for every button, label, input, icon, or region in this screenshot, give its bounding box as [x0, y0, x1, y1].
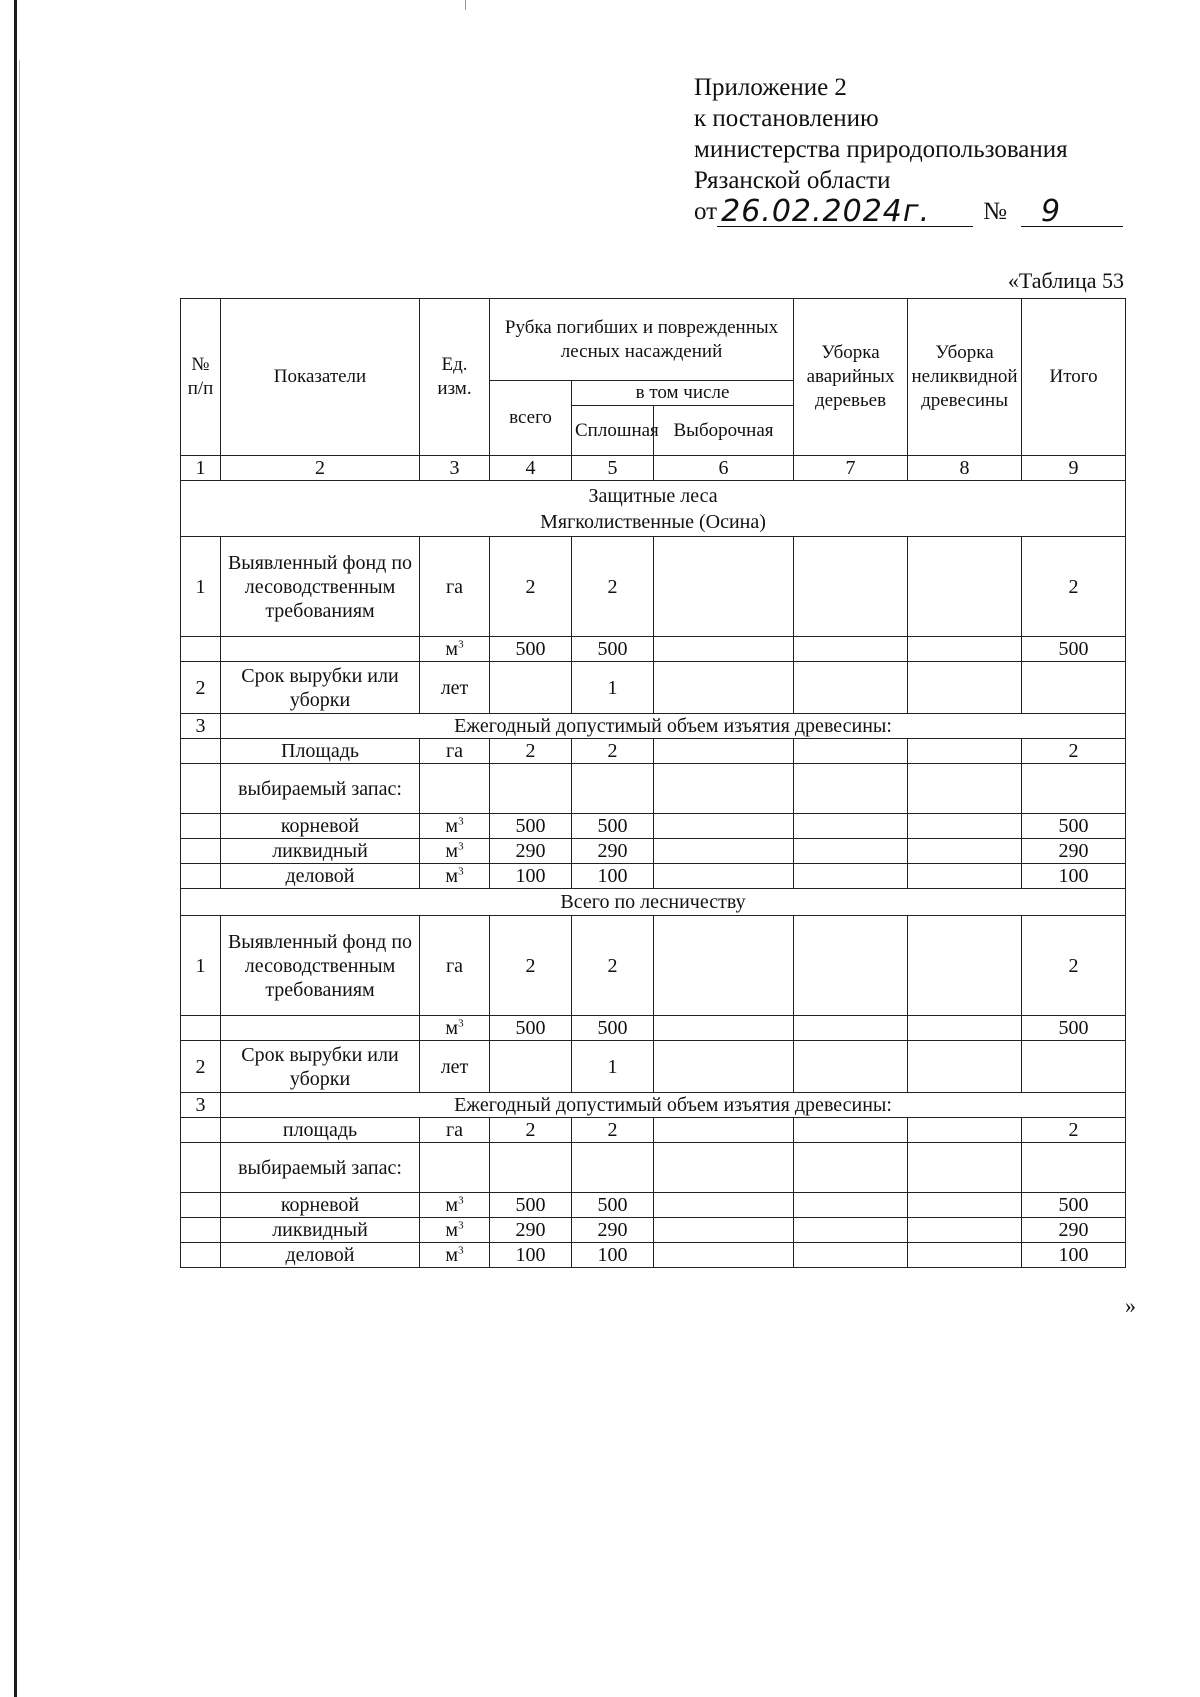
appendix-title: Приложение 2: [694, 74, 847, 101]
value-illiquid: [908, 739, 1022, 764]
value-sum: 2: [1022, 739, 1126, 764]
appendix-line: к постановлению: [694, 105, 879, 132]
unit-cell: [420, 1218, 490, 1243]
column-number: 3: [420, 456, 490, 481]
column-number: 6: [654, 456, 794, 481]
value-illiquid: [908, 1193, 1022, 1218]
table-row: [181, 662, 1126, 714]
unit-text: м: [445, 865, 459, 887]
unit-superscript: 3: [458, 815, 464, 828]
col-header-unit: Ед. изм.: [420, 299, 490, 456]
value-total: [490, 662, 572, 714]
unit-superscript: 3: [458, 1219, 464, 1232]
value-total: [490, 764, 572, 814]
scan-mark: [465, 0, 466, 10]
column-number: 5: [572, 456, 654, 481]
date-prefix: от: [694, 198, 718, 225]
value-emergency: [794, 537, 908, 637]
indicator-label: выбираемый запас:: [221, 1143, 420, 1193]
value-total: 500: [490, 1016, 572, 1041]
value-total: 290: [490, 1218, 572, 1243]
value-illiquid: [908, 537, 1022, 637]
value-clear: 2: [572, 739, 654, 764]
indicator-label: корневой: [221, 814, 420, 839]
value-total: 500: [490, 1193, 572, 1218]
value-emergency: [794, 662, 908, 714]
value-clear: 290: [572, 839, 654, 864]
value-emergency: [794, 839, 908, 864]
value-sum: 500: [1022, 814, 1126, 839]
value-selective: [654, 764, 794, 814]
indicator-label: Выявленный фонд по лесоводственным требованиям: [221, 537, 420, 637]
unit-text: м: [445, 815, 459, 837]
column-number: 7: [794, 456, 908, 481]
row-number: [181, 1016, 221, 1041]
column-number: 9: [1022, 456, 1126, 481]
col-header-felling: Рубка погибших и поврежденных лесных насаждений: [490, 299, 794, 381]
value-sum: 290: [1022, 839, 1126, 864]
scan-edge-shadow: [19, 60, 20, 1560]
table-row: [181, 1093, 1126, 1118]
subsection-label: Ежегодный допустимый объем изъятия древесины:: [221, 1093, 1126, 1118]
value-sum: 2: [1022, 1118, 1126, 1143]
value-emergency: [794, 1193, 908, 1218]
appendix-header: [694, 72, 1164, 227]
indicator-label: выбираемый запас:: [221, 764, 420, 814]
value-emergency: [794, 637, 908, 662]
indicator-label: Площадь: [221, 739, 420, 764]
value-selective: [654, 662, 794, 714]
value-emergency: [794, 814, 908, 839]
table-row: [181, 839, 1126, 864]
row-number: 2: [181, 1041, 221, 1093]
decree-date-line: [694, 196, 1164, 227]
col-header-clear: Сплошная: [572, 406, 654, 456]
table-row: [181, 1193, 1126, 1218]
value-illiquid: [908, 864, 1022, 889]
section-subtitle: Мягколиственные (Осина): [540, 510, 766, 533]
value-clear: 500: [572, 637, 654, 662]
value-total: 2: [490, 739, 572, 764]
unit-superscript: 3: [458, 1194, 464, 1207]
indicator-label: Срок вырубки или уборки: [221, 1041, 420, 1093]
table-row: [181, 537, 1126, 637]
col-header-total: всего: [490, 381, 572, 456]
unit-cell: га: [420, 537, 490, 637]
value-emergency: [794, 864, 908, 889]
value-emergency: [794, 1243, 908, 1268]
unit-text: м: [445, 1017, 459, 1039]
row-number: [181, 814, 221, 839]
value-sum: 500: [1022, 637, 1126, 662]
value-sum: 2: [1022, 916, 1126, 1016]
row-number: [181, 1143, 221, 1193]
column-number-row: [181, 456, 1126, 481]
value-sum: [1022, 662, 1126, 714]
value-total: 500: [490, 814, 572, 839]
section-title: Защитные леса: [588, 484, 718, 507]
scan-edge: [14, 0, 17, 1697]
unit-text: м: [445, 1194, 459, 1216]
appendix-line: министерства природопользования: [694, 136, 1068, 163]
value-selective: [654, 1193, 794, 1218]
row-number: 1: [181, 916, 221, 1016]
unit-cell: [420, 1193, 490, 1218]
value-sum: 500: [1022, 1016, 1126, 1041]
row-number: [181, 1218, 221, 1243]
value-clear: 100: [572, 864, 654, 889]
value-total: 2: [490, 1118, 572, 1143]
value-total: [490, 1041, 572, 1093]
value-selective: [654, 916, 794, 1016]
value-clear: 500: [572, 814, 654, 839]
unit-superscript: 3: [458, 865, 464, 878]
value-selective: [654, 739, 794, 764]
col-header-including: в том числе: [572, 381, 794, 406]
row-number: 2: [181, 662, 221, 714]
value-sum: [1022, 1041, 1126, 1093]
table-row: [181, 864, 1126, 889]
column-number: 1: [181, 456, 221, 481]
value-total: 290: [490, 839, 572, 864]
value-emergency: [794, 739, 908, 764]
value-illiquid: [908, 637, 1022, 662]
value-clear: 2: [572, 916, 654, 1016]
value-selective: [654, 637, 794, 662]
value-clear: 100: [572, 1243, 654, 1268]
row-number: [181, 637, 221, 662]
value-total: 2: [490, 537, 572, 637]
unit-cell: [420, 1016, 490, 1041]
value-total: [490, 1143, 572, 1193]
forest-felling-table: [180, 298, 1126, 1268]
unit-cell: лет: [420, 662, 490, 714]
table-row: [181, 1041, 1126, 1093]
value-emergency: [794, 1143, 908, 1193]
value-illiquid: [908, 814, 1022, 839]
indicator-label: деловой: [221, 1243, 420, 1268]
value-selective: [654, 1118, 794, 1143]
value-illiquid: [908, 662, 1022, 714]
unit-superscript: 3: [458, 840, 464, 853]
table-row: [181, 1016, 1126, 1041]
value-emergency: [794, 1041, 908, 1093]
value-illiquid: [908, 1041, 1022, 1093]
value-total: 500: [490, 637, 572, 662]
unit-cell: [420, 637, 490, 662]
value-illiquid: [908, 1143, 1022, 1193]
unit-cell: га: [420, 739, 490, 764]
value-clear: 2: [572, 1118, 654, 1143]
value-selective: [654, 814, 794, 839]
indicator-label: Срок вырубки или уборки: [221, 662, 420, 714]
table-row: [181, 1218, 1126, 1243]
value-illiquid: [908, 1243, 1022, 1268]
value-total: 100: [490, 1243, 572, 1268]
indicator-label: [221, 1016, 420, 1041]
value-selective: [654, 864, 794, 889]
value-total: 100: [490, 864, 572, 889]
unit-cell: лет: [420, 1041, 490, 1093]
unit-superscript: 3: [458, 1244, 464, 1257]
value-clear: 1: [572, 662, 654, 714]
row-number: [181, 864, 221, 889]
value-selective: [654, 1218, 794, 1243]
value-sum: 290: [1022, 1218, 1126, 1243]
value-sum: 500: [1022, 1193, 1126, 1218]
unit-text: м: [445, 638, 459, 660]
row-number: 3: [181, 1093, 221, 1118]
column-number: 8: [908, 456, 1022, 481]
table-row: [181, 714, 1126, 739]
unit-text: м: [445, 1244, 459, 1266]
handwritten-number: 9: [1021, 198, 1123, 227]
unit-cell: [420, 1243, 490, 1268]
value-sum: 100: [1022, 1243, 1126, 1268]
indicator-label: ликвидный: [221, 1218, 420, 1243]
value-total: 2: [490, 916, 572, 1016]
value-selective: [654, 839, 794, 864]
row-number: 3: [181, 714, 221, 739]
table-row: [181, 637, 1126, 662]
value-clear: 500: [572, 1016, 654, 1041]
indicator-label: ликвидный: [221, 839, 420, 864]
row-number: [181, 1243, 221, 1268]
value-clear: 290: [572, 1218, 654, 1243]
section-heading-row: [181, 889, 1126, 916]
table-row: [181, 739, 1126, 764]
value-emergency: [794, 916, 908, 1016]
value-illiquid: [908, 916, 1022, 1016]
value-illiquid: [908, 1218, 1022, 1243]
value-selective: [654, 537, 794, 637]
col-header-sum: Итого: [1022, 299, 1126, 456]
table-row: [181, 764, 1126, 814]
row-number: 1: [181, 537, 221, 637]
table-row: [181, 916, 1126, 1016]
table-row: [181, 1243, 1126, 1268]
unit-superscript: 3: [458, 638, 464, 651]
value-illiquid: [908, 1016, 1022, 1041]
indicator-label: корневой: [221, 1193, 420, 1218]
table-row: [181, 1143, 1126, 1193]
value-selective: [654, 1041, 794, 1093]
table-caption: «Таблица 53: [1007, 268, 1124, 293]
section-heading: [181, 481, 1126, 537]
column-number: 2: [221, 456, 420, 481]
col-header-selective: Выборочная: [654, 406, 794, 456]
unit-text: м: [445, 840, 459, 862]
unit-cell: [420, 839, 490, 864]
value-emergency: [794, 1118, 908, 1143]
value-selective: [654, 1143, 794, 1193]
section-heading-row: [181, 481, 1126, 537]
unit-cell: [420, 814, 490, 839]
number-label: №: [983, 198, 1007, 225]
value-selective: [654, 1243, 794, 1268]
value-emergency: [794, 1016, 908, 1041]
value-clear: 500: [572, 1193, 654, 1218]
col-header-emergency: Уборка аварийных деревьев: [794, 299, 908, 456]
value-illiquid: [908, 839, 1022, 864]
indicator-label: деловой: [221, 864, 420, 889]
value-clear: 1: [572, 1041, 654, 1093]
value-sum: [1022, 764, 1126, 814]
value-clear: 2: [572, 537, 654, 637]
handwritten-date: 26.02.2024г.: [717, 198, 973, 227]
row-number: [181, 739, 221, 764]
unit-cell: [420, 1143, 490, 1193]
unit-text: м: [445, 1219, 459, 1241]
row-number: [181, 839, 221, 864]
closing-quote: »: [1125, 1293, 1136, 1318]
row-number: [181, 1118, 221, 1143]
value-sum: 100: [1022, 864, 1126, 889]
indicator-label: Выявленный фонд по лесоводственным требованиям: [221, 916, 420, 1016]
table-row: [181, 814, 1126, 839]
indicator-label: [221, 637, 420, 662]
row-number: [181, 764, 221, 814]
unit-superscript: 3: [458, 1017, 464, 1030]
value-sum: [1022, 1143, 1126, 1193]
row-number: [181, 1193, 221, 1218]
unit-cell: [420, 864, 490, 889]
unit-cell: га: [420, 1118, 490, 1143]
subsection-label: Ежегодный допустимый объем изъятия древесины:: [221, 714, 1126, 739]
value-selective: [654, 1016, 794, 1041]
value-clear: [572, 764, 654, 814]
col-header-illiquid: Уборка неликвидной древесины: [908, 299, 1022, 456]
value-emergency: [794, 1218, 908, 1243]
col-header-indicators: Показатели: [221, 299, 420, 456]
unit-cell: га: [420, 916, 490, 1016]
value-illiquid: [908, 764, 1022, 814]
appendix-line: Рязанской области: [694, 167, 891, 194]
col-header-num: № п/п: [181, 299, 221, 456]
unit-cell: [420, 764, 490, 814]
column-number: 4: [490, 456, 572, 481]
table-row: [181, 1118, 1126, 1143]
section-title: Всего по лесничеству: [181, 889, 1126, 916]
value-illiquid: [908, 1118, 1022, 1143]
value-sum: 2: [1022, 537, 1126, 637]
value-clear: [572, 1143, 654, 1193]
indicator-label: площадь: [221, 1118, 420, 1143]
value-emergency: [794, 764, 908, 814]
